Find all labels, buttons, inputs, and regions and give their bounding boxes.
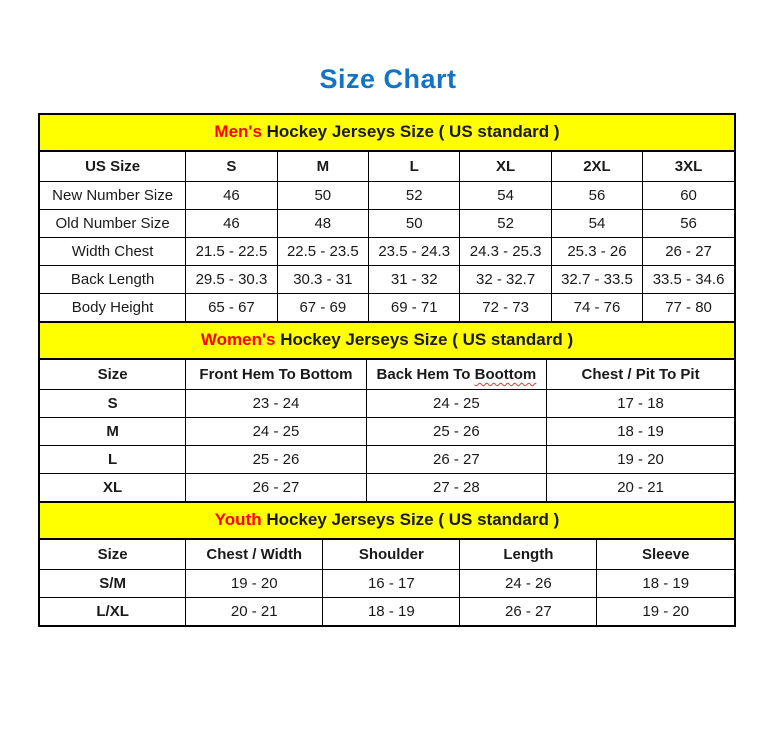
row-label: Body Height bbox=[40, 293, 186, 321]
row-label: S/M bbox=[40, 569, 186, 597]
youth-title-rest: Hockey Jerseys Size ( US standard ) bbox=[261, 510, 560, 529]
size-value-cell: 25 - 26 bbox=[186, 445, 366, 473]
size-value-cell: 54 bbox=[551, 209, 642, 237]
column-header: Size bbox=[40, 360, 186, 389]
row-label: Back Length bbox=[40, 265, 186, 293]
page-title: Size Chart bbox=[319, 64, 457, 94]
size-value-cell: 52 bbox=[369, 181, 460, 209]
table-row bbox=[40, 265, 734, 293]
size-value-cell: 16 - 17 bbox=[323, 569, 460, 597]
youth-size-table bbox=[40, 540, 734, 625]
row-label: Width Chest bbox=[40, 237, 186, 265]
column-header: L bbox=[369, 152, 460, 181]
column-header: Sleeve bbox=[597, 540, 734, 569]
mens-title-accent: Men's bbox=[214, 122, 262, 141]
size-value-cell: 21.5 - 22.5 bbox=[186, 237, 277, 265]
column-header: US Size bbox=[40, 152, 186, 181]
size-value-cell: 72 - 73 bbox=[460, 293, 551, 321]
table-row bbox=[40, 597, 734, 625]
size-value-cell: 27 - 28 bbox=[366, 473, 546, 501]
size-value-cell: 50 bbox=[369, 209, 460, 237]
size-value-cell: 19 - 20 bbox=[597, 597, 734, 625]
column-header: 2XL bbox=[551, 152, 642, 181]
row-label: Old Number Size bbox=[40, 209, 186, 237]
mens-title-rest: Hockey Jerseys Size ( US standard ) bbox=[261, 122, 560, 141]
womens-title-rest: Hockey Jerseys Size ( US standard ) bbox=[275, 330, 574, 349]
size-value-cell: 22.5 - 23.5 bbox=[277, 237, 368, 265]
size-value-cell: 25 - 26 bbox=[366, 417, 546, 445]
size-value-cell: 24 - 25 bbox=[366, 389, 546, 417]
youth-size-section bbox=[40, 501, 734, 625]
table-row bbox=[40, 569, 734, 597]
size-value-cell: 77 - 80 bbox=[643, 293, 734, 321]
size-value-cell: 26 - 27 bbox=[460, 597, 597, 625]
size-chart bbox=[38, 113, 736, 627]
column-header: Back Hem To Boottom bbox=[366, 360, 546, 389]
size-value-cell: 24.3 - 25.3 bbox=[460, 237, 551, 265]
womens-size-section bbox=[40, 321, 734, 501]
row-label: New Number Size bbox=[40, 181, 186, 209]
mens-size-section bbox=[40, 115, 734, 321]
size-value-cell: 19 - 20 bbox=[547, 445, 734, 473]
size-value-cell: 19 - 20 bbox=[186, 569, 323, 597]
size-value-cell: 60 bbox=[643, 181, 734, 209]
column-header: M bbox=[277, 152, 368, 181]
size-value-cell: 20 - 21 bbox=[186, 597, 323, 625]
size-value-cell: 50 bbox=[277, 181, 368, 209]
table-row bbox=[40, 209, 734, 237]
table-row bbox=[40, 473, 734, 501]
size-value-cell: 54 bbox=[460, 181, 551, 209]
womens-section-title bbox=[40, 321, 734, 360]
row-label: M bbox=[40, 417, 186, 445]
mens-size-table bbox=[40, 152, 734, 321]
size-value-cell: 46 bbox=[186, 181, 277, 209]
column-header: XL bbox=[460, 152, 551, 181]
size-value-cell: 32 - 32.7 bbox=[460, 265, 551, 293]
size-value-cell: 25.3 - 26 bbox=[551, 237, 642, 265]
size-value-cell: 29.5 - 30.3 bbox=[186, 265, 277, 293]
column-header: Chest / Width bbox=[186, 540, 323, 569]
column-header: S bbox=[186, 152, 277, 181]
column-header: Front Hem To Bottom bbox=[186, 360, 366, 389]
size-value-cell: 56 bbox=[551, 181, 642, 209]
header-row bbox=[40, 540, 734, 569]
size-value-cell: 23.5 - 24.3 bbox=[369, 237, 460, 265]
row-label: L/XL bbox=[40, 597, 186, 625]
womens-title-accent: Women's bbox=[200, 330, 276, 349]
youth-title-accent: Youth bbox=[214, 510, 262, 529]
size-value-cell: 33.5 - 34.6 bbox=[643, 265, 734, 293]
size-value-cell: 67 - 69 bbox=[277, 293, 368, 321]
size-value-cell: 24 - 25 bbox=[186, 417, 366, 445]
size-value-cell: 74 - 76 bbox=[551, 293, 642, 321]
size-value-cell: 65 - 67 bbox=[186, 293, 277, 321]
size-value-cell: 20 - 21 bbox=[547, 473, 734, 501]
column-header: 3XL bbox=[643, 152, 734, 181]
size-value-cell: 69 - 71 bbox=[369, 293, 460, 321]
size-value-cell: 30.3 - 31 bbox=[277, 265, 368, 293]
size-value-cell: 18 - 19 bbox=[597, 569, 734, 597]
mens-section-title bbox=[40, 115, 734, 152]
table-row bbox=[40, 293, 734, 321]
size-value-cell: 31 - 32 bbox=[369, 265, 460, 293]
size-value-cell: 48 bbox=[277, 209, 368, 237]
column-header: Size bbox=[40, 540, 186, 569]
size-value-cell: 18 - 19 bbox=[547, 417, 734, 445]
size-value-cell: 26 - 27 bbox=[366, 445, 546, 473]
size-value-cell: 26 - 27 bbox=[643, 237, 734, 265]
row-label: XL bbox=[40, 473, 186, 501]
table-row bbox=[40, 389, 734, 417]
table-row bbox=[40, 181, 734, 209]
size-value-cell: 46 bbox=[186, 209, 277, 237]
womens-size-table bbox=[40, 360, 734, 501]
row-label: S bbox=[40, 389, 186, 417]
header-row bbox=[40, 360, 734, 389]
column-header: Shoulder bbox=[323, 540, 460, 569]
size-value-cell: 23 - 24 bbox=[186, 389, 366, 417]
size-value-cell: 56 bbox=[643, 209, 734, 237]
size-value-cell: 17 - 18 bbox=[547, 389, 734, 417]
size-value-cell: 52 bbox=[460, 209, 551, 237]
youth-section-title bbox=[40, 501, 734, 540]
column-header: Chest / Pit To Pit bbox=[547, 360, 734, 389]
size-value-cell: 24 - 26 bbox=[460, 569, 597, 597]
size-value-cell: 18 - 19 bbox=[323, 597, 460, 625]
size-value-cell: 26 - 27 bbox=[186, 473, 366, 501]
row-label: L bbox=[40, 445, 186, 473]
size-value-cell: 32.7 - 33.5 bbox=[551, 265, 642, 293]
header-row bbox=[40, 152, 734, 181]
table-row bbox=[40, 417, 734, 445]
misspelled-word: Boottom bbox=[474, 365, 537, 383]
table-row bbox=[40, 445, 734, 473]
column-header: Length bbox=[460, 540, 597, 569]
table-row bbox=[40, 237, 734, 265]
